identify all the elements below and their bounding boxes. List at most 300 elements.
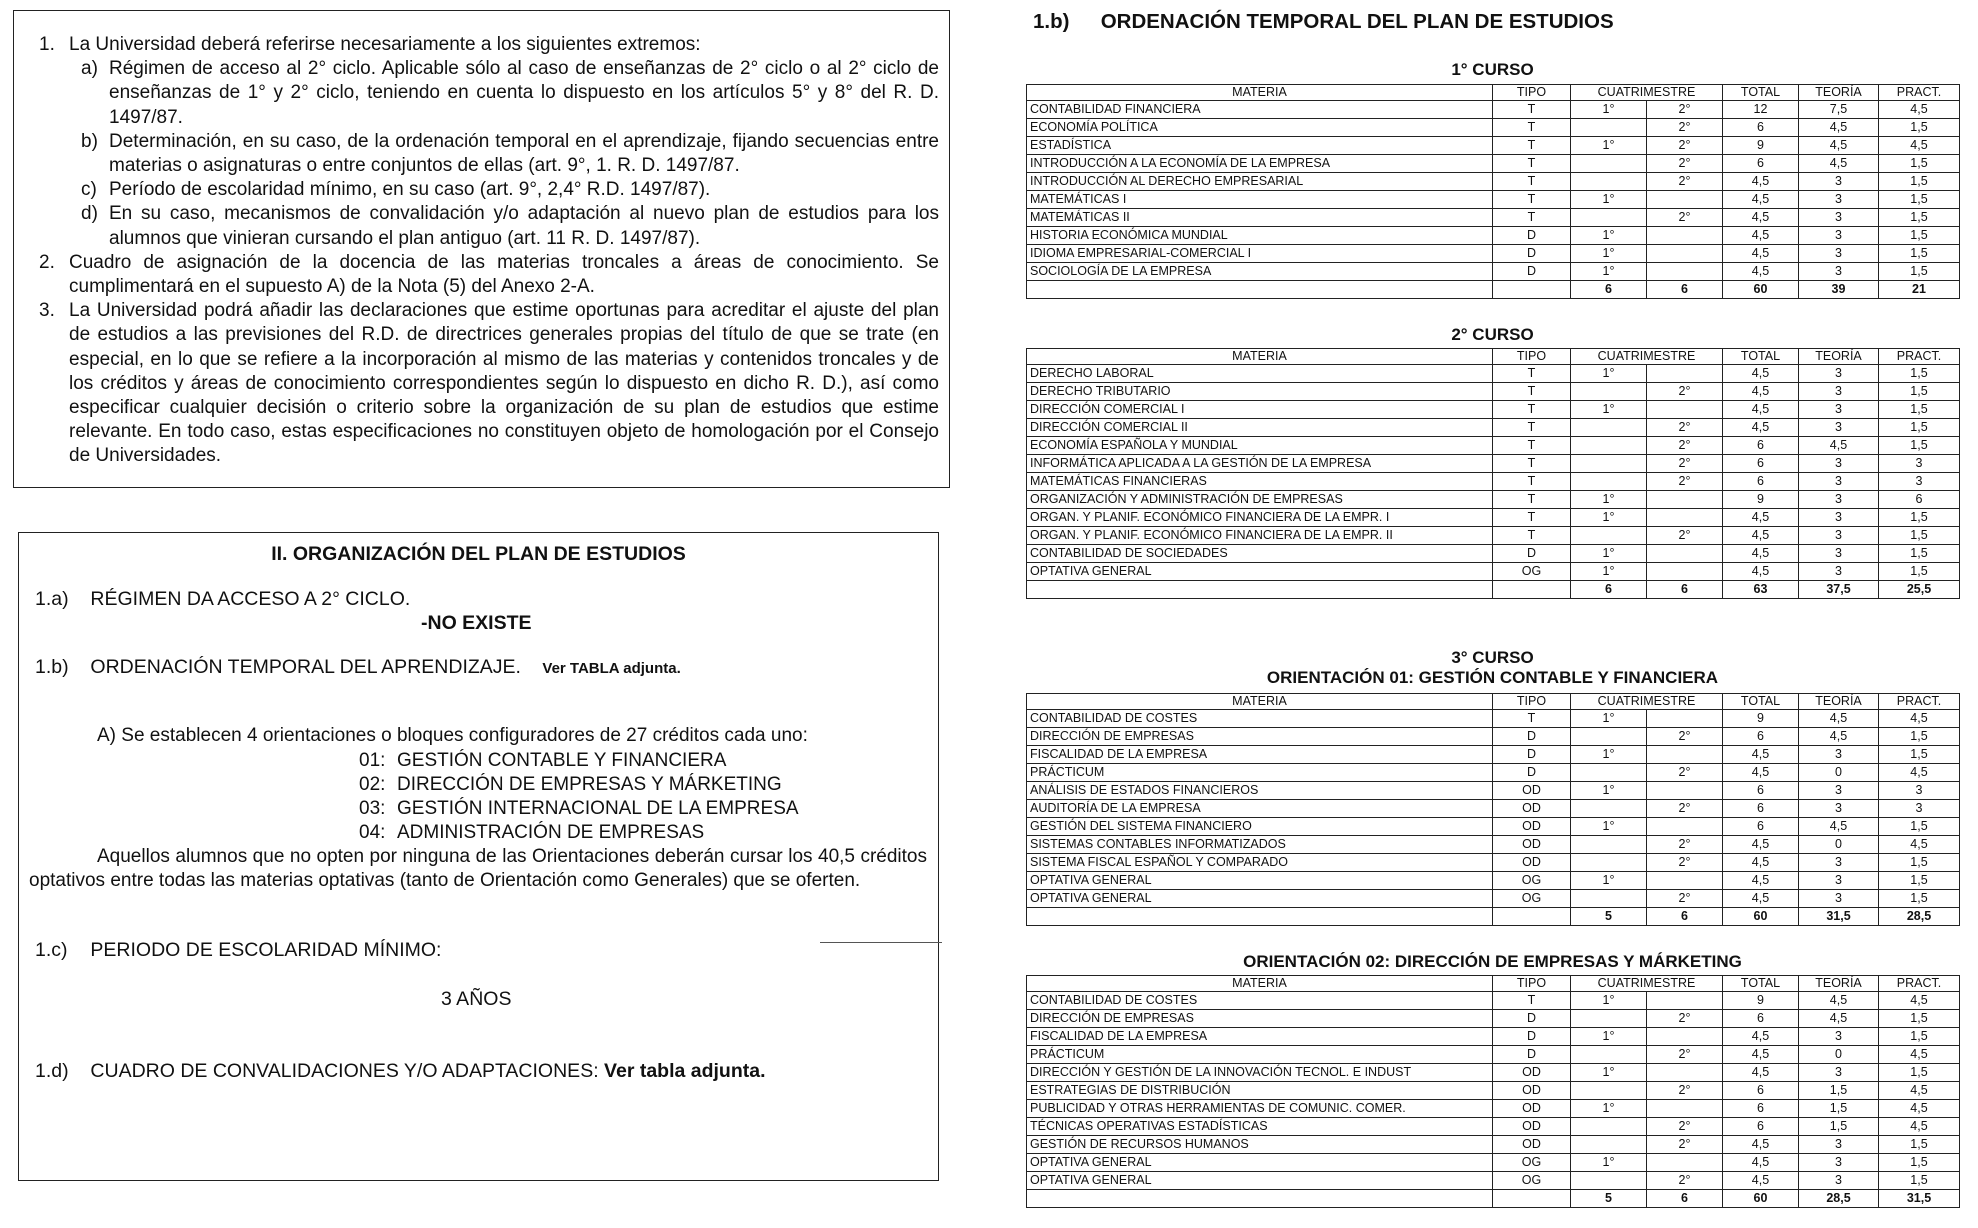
total-materia	[1027, 908, 1493, 926]
header-total: TOTAL	[1723, 85, 1799, 101]
cell-tipo: T	[1493, 119, 1571, 137]
cell-materia: ORGAN. Y PLANIF. ECONÓMICO FINANCIERA DE LA EMPR. I	[1027, 509, 1493, 527]
cell-cuatri-1	[1571, 527, 1647, 545]
cell-materia: OPTATIVA GENERAL	[1027, 1172, 1493, 1190]
cell-tipo: D	[1493, 1028, 1571, 1046]
cell-cuatri-1: 1°	[1571, 782, 1647, 800]
table-row	[1027, 509, 1960, 527]
cell-materia: ORGANIZACIÓN Y ADMINISTRACIÓN DE EMPRESAS	[1027, 491, 1493, 509]
table-row	[1027, 1118, 1960, 1136]
cell-tipo: OD	[1493, 818, 1571, 836]
total-cuatri-1: 6	[1571, 281, 1647, 299]
total-teoria: 39	[1799, 281, 1879, 299]
cell-pract: 1,5	[1879, 155, 1960, 173]
header-teoria: TEORÍA	[1799, 85, 1879, 101]
cell-cuatri-1: 1°	[1571, 1100, 1647, 1118]
requirements-box	[13, 10, 950, 488]
cell-teoria: 4,5	[1799, 992, 1879, 1010]
cell-cuatri-2: 2°	[1647, 1118, 1723, 1136]
cell-tipo: T	[1493, 509, 1571, 527]
table-row	[1027, 437, 1960, 455]
cell-pract: 4,5	[1879, 1118, 1960, 1136]
cell-cuatri-1	[1571, 1082, 1647, 1100]
requirements-list	[39, 33, 939, 469]
cell-materia: CONTABILIDAD DE COSTES	[1027, 992, 1493, 1010]
row-text: CUADRO DE CONVALIDACIONES Y/O ADAPTACIONES:	[90, 1060, 599, 1082]
cell-cuatri-1: 1°	[1571, 545, 1647, 563]
total-cuatri-2: 6	[1647, 281, 1723, 299]
header-tipo: TIPO	[1493, 85, 1571, 101]
cell-tipo: OG	[1493, 1172, 1571, 1190]
row-text: RÉGIMEN DA ACCESO A 2° CICLO.	[90, 588, 411, 610]
table-row	[1027, 1028, 1960, 1046]
total-materia	[1027, 281, 1493, 299]
header-cuatrimestre: CUATRIMESTRE	[1571, 85, 1723, 101]
cell-cuatri-1	[1571, 728, 1647, 746]
cell-materia: CONTABILIDAD FINANCIERA	[1027, 101, 1493, 119]
cell-cuatri-1	[1571, 155, 1647, 173]
cell-cuatri-2: 2°	[1647, 101, 1723, 119]
table-row	[1027, 545, 1960, 563]
cell-cuatri-1	[1571, 383, 1647, 401]
cell-cuatri-2	[1647, 1028, 1723, 1046]
table-row	[1027, 455, 1960, 473]
curso2-table	[1026, 348, 1960, 599]
cell-total: 4,5	[1723, 1028, 1799, 1046]
orientation-01-table	[1026, 693, 1960, 926]
cell-cuatri-2	[1647, 227, 1723, 245]
cell-cuatri-2	[1647, 563, 1723, 581]
no-existe-text: -NO EXISTE	[421, 612, 532, 634]
header-materia: MATERIA	[1027, 85, 1493, 101]
cell-cuatri-2	[1647, 491, 1723, 509]
total-tipo	[1493, 281, 1571, 299]
cell-materia: CONTABILIDAD DE COSTES	[1027, 710, 1493, 728]
cell-tipo: T	[1493, 155, 1571, 173]
cell-cuatri-2	[1647, 782, 1723, 800]
cell-teoria: 4,5	[1799, 818, 1879, 836]
cell-tipo: T	[1493, 401, 1571, 419]
header-tipo: TIPO	[1493, 694, 1571, 710]
total-tipo	[1493, 1190, 1571, 1208]
list-item: 04: ADMINISTRACIÓN DE EMPRESAS	[359, 822, 705, 843]
total-pract: 31,5	[1879, 1190, 1960, 1208]
item-text: La Universidad deberá referirse necesariamente a los siguientes extremos:	[69, 34, 701, 55]
total-cuatri-2: 6	[1647, 908, 1723, 926]
cell-tipo: D	[1493, 245, 1571, 263]
cell-cuatri-2: 2°	[1647, 1136, 1723, 1154]
total-cuatri-1: 5	[1571, 908, 1647, 926]
item-text: La Universidad podrá añadir las declaraciones que estime oportunas para acreditar el ajuste del plan de estudios a las previsiones del R.D. de directrices generales propias del título de que se trate (en especial, en lo que se refiere a la incorporación al mismo de las materias y contenidos troncales y de los créditos y áreas de conocimiento correspondientes según lo dispuesto en dicho R. D.), así como especificar cualquier decisión o criterio sobre la organización de su plan de estudios que estime relevante. En todo caso, estas especificaciones no constituyen objeto de homologación por el Consejo de Universidades.	[69, 300, 939, 467]
table-row	[1027, 1082, 1960, 1100]
table-row	[1027, 764, 1960, 782]
cell-total: 4,5	[1723, 764, 1799, 782]
cell-tipo: T	[1493, 992, 1571, 1010]
cell-materia: GESTIÓN DE RECURSOS HUMANOS	[1027, 1136, 1493, 1154]
cell-total: 6	[1723, 800, 1799, 818]
cell-pract: 1,5	[1879, 419, 1960, 437]
cell-total: 4,5	[1723, 419, 1799, 437]
cell-cuatri-2	[1647, 509, 1723, 527]
cell-cuatri-2	[1647, 1100, 1723, 1118]
cell-total: 4,5	[1723, 746, 1799, 764]
cell-teoria: 3	[1799, 491, 1879, 509]
sub-item-letter: a)	[81, 58, 98, 80]
item-text: Cuadro de asignación de la docencia de las materias troncales a áreas de conocimiento. Se cumplimentará en el supuesto A) de la Nota (5) del Anexo 2-A.	[69, 251, 939, 298]
cell-tipo: OD	[1493, 782, 1571, 800]
cell-cuatri-2: 2°	[1647, 890, 1723, 908]
cell-tipo: T	[1493, 209, 1571, 227]
cell-pract: 1,5	[1879, 401, 1960, 419]
total-pract: 25,5	[1879, 581, 1960, 599]
cell-cuatri-1: 1°	[1571, 365, 1647, 383]
cell-pract: 1,5	[1879, 437, 1960, 455]
row-label: 1.c)	[35, 939, 68, 961]
cell-cuatri-1	[1571, 437, 1647, 455]
cell-tipo: D	[1493, 1046, 1571, 1064]
cell-total: 9	[1723, 491, 1799, 509]
cell-cuatri-1	[1571, 1010, 1647, 1028]
cell-cuatri-2: 2°	[1647, 1082, 1723, 1100]
sub-item-text: Período de escolaridad mínimo, en su caso (art. 9°, 2,4° R.D. 1497/87).	[109, 179, 711, 201]
table-row	[1027, 1064, 1960, 1082]
total-pract: 21	[1879, 281, 1960, 299]
cell-materia: MATEMÁTICAS I	[1027, 191, 1493, 209]
header-materia: MATERIA	[1027, 349, 1493, 365]
cell-total: 4,5	[1723, 509, 1799, 527]
curso1-table	[1026, 84, 1960, 299]
cell-teoria: 3	[1799, 1064, 1879, 1082]
total-cuatri-1: 6	[1571, 581, 1647, 599]
table-row	[1027, 890, 1960, 908]
cell-materia: DIRECCIÓN DE EMPRESAS	[1027, 1010, 1493, 1028]
cell-pract: 1,5	[1879, 563, 1960, 581]
cell-pract: 1,5	[1879, 1064, 1960, 1082]
item-number: 3.	[39, 300, 55, 322]
cell-materia: FISCALIDAD DE LA EMPRESA	[1027, 1028, 1493, 1046]
cell-teoria: 3	[1799, 563, 1879, 581]
total-total: 60	[1723, 908, 1799, 926]
cell-total: 6	[1723, 728, 1799, 746]
cell-materia: OPTATIVA GENERAL	[1027, 872, 1493, 890]
total-tipo	[1493, 908, 1571, 926]
years-value: 3 AÑOS	[441, 988, 512, 1010]
header-teoria: TEORÍA	[1799, 694, 1879, 710]
cell-cuatri-2: 2°	[1647, 1010, 1723, 1028]
cell-teoria: 4,5	[1799, 710, 1879, 728]
cell-teoria: 3	[1799, 191, 1879, 209]
cell-materia: HISTORIA ECONÓMICA MUNDIAL	[1027, 227, 1493, 245]
cell-cuatri-1	[1571, 854, 1647, 872]
cell-teoria: 1,5	[1799, 1118, 1879, 1136]
cell-teoria: 3	[1799, 455, 1879, 473]
cell-pract: 4,5	[1879, 992, 1960, 1010]
cell-cuatri-1	[1571, 1046, 1647, 1064]
total-total: 63	[1723, 581, 1799, 599]
header-pract: PRACT.	[1879, 349, 1960, 365]
orientation-02-table	[1026, 975, 1960, 1208]
cell-tipo: OG	[1493, 563, 1571, 581]
cell-total: 4,5	[1723, 245, 1799, 263]
cell-cuatri-1: 1°	[1571, 1154, 1647, 1172]
cell-teoria: 3	[1799, 209, 1879, 227]
cell-tipo: D	[1493, 227, 1571, 245]
cell-pract: 3	[1879, 800, 1960, 818]
table-row	[1027, 818, 1960, 836]
cell-teoria: 3	[1799, 245, 1879, 263]
cell-teoria: 4,5	[1799, 137, 1879, 155]
cell-teoria: 4,5	[1799, 728, 1879, 746]
table-header	[1027, 976, 1960, 992]
cell-pract: 3	[1879, 782, 1960, 800]
header-teoria: TEORÍA	[1799, 349, 1879, 365]
cell-total: 6	[1723, 455, 1799, 473]
total-cuatri-2: 6	[1647, 1190, 1723, 1208]
cell-materia: DIRECCIÓN DE EMPRESAS	[1027, 728, 1493, 746]
header-cuatrimestre: CUATRIMESTRE	[1571, 349, 1723, 365]
cell-materia: GESTIÓN DEL SISTEMA FINANCIERO	[1027, 818, 1493, 836]
cell-cuatri-1	[1571, 1118, 1647, 1136]
cell-cuatri-2: 2°	[1647, 836, 1723, 854]
table-row	[1027, 1010, 1960, 1028]
heading-label: 1.b)	[1033, 10, 1070, 33]
total-materia	[1027, 581, 1493, 599]
cell-cuatri-1: 1°	[1571, 191, 1647, 209]
cell-total: 12	[1723, 101, 1799, 119]
header-pract: PRACT.	[1879, 976, 1960, 992]
totals-row	[1027, 581, 1960, 599]
cell-materia: ECONOMÍA POLÍTICA	[1027, 119, 1493, 137]
cell-cuatri-2: 2°	[1647, 1046, 1723, 1064]
cell-total: 4,5	[1723, 191, 1799, 209]
cell-pract: 1,5	[1879, 509, 1960, 527]
cell-tipo: T	[1493, 383, 1571, 401]
table-reference-note: Ver TABLA adjunta.	[542, 660, 681, 677]
totals-row	[1027, 281, 1960, 299]
cell-cuatri-1	[1571, 764, 1647, 782]
cell-cuatri-1: 1°	[1571, 818, 1647, 836]
table-header	[1027, 349, 1960, 365]
cell-cuatri-2: 2°	[1647, 209, 1723, 227]
table-row	[1027, 1172, 1960, 1190]
sub-item	[39, 178, 939, 202]
cell-total: 6	[1723, 818, 1799, 836]
table-row	[1027, 563, 1960, 581]
cell-pract: 1,5	[1879, 818, 1960, 836]
table-row	[1027, 155, 1960, 173]
cell-teoria: 3	[1799, 383, 1879, 401]
cell-pract: 1,5	[1879, 746, 1960, 764]
cell-cuatri-1: 1°	[1571, 746, 1647, 764]
list-item	[39, 33, 939, 57]
cell-materia: OPTATIVA GENERAL	[1027, 563, 1493, 581]
cell-pract: 1,5	[1879, 263, 1960, 281]
cell-pract: 1,5	[1879, 119, 1960, 137]
cell-pract: 3	[1879, 455, 1960, 473]
cell-pract: 1,5	[1879, 245, 1960, 263]
table-row	[1027, 263, 1960, 281]
cell-teoria: 3	[1799, 854, 1879, 872]
cell-materia: DIRECCIÓN Y GESTIÓN DE LA INNOVACIÓN TECNOL. E INDUST	[1027, 1064, 1493, 1082]
cell-total: 4,5	[1723, 527, 1799, 545]
list-item: 03: GESTIÓN INTERNACIONAL DE LA EMPRESA	[359, 798, 799, 819]
cell-tipo: T	[1493, 527, 1571, 545]
totals-row	[1027, 1190, 1960, 1208]
cell-cuatri-2: 2°	[1647, 419, 1723, 437]
cell-total: 4,5	[1723, 1154, 1799, 1172]
sub-item-letter: b)	[81, 130, 98, 152]
cell-tipo: T	[1493, 455, 1571, 473]
cell-materia: ESTADÍSTICA	[1027, 137, 1493, 155]
table-title-curso1: 1° CURSO	[1451, 60, 1534, 79]
cell-cuatri-1	[1571, 890, 1647, 908]
cell-tipo: D	[1493, 728, 1571, 746]
header-pract: PRACT.	[1879, 85, 1960, 101]
cell-pract: 1,5	[1879, 854, 1960, 872]
cell-materia: AUDITORÍA DE LA EMPRESA	[1027, 800, 1493, 818]
header-teoria: TEORÍA	[1799, 976, 1879, 992]
cell-cuatri-2: 2°	[1647, 437, 1723, 455]
cell-cuatri-2: 2°	[1647, 119, 1723, 137]
cell-tipo: D	[1493, 263, 1571, 281]
cell-cuatri-2: 2°	[1647, 473, 1723, 491]
cell-cuatri-1: 1°	[1571, 101, 1647, 119]
cell-tipo: T	[1493, 173, 1571, 191]
cell-cuatri-2	[1647, 818, 1723, 836]
cell-cuatri-2: 2°	[1647, 800, 1723, 818]
sub-item-text: En su caso, mecanismos de convalidación y/o adaptación al nuevo plan de estudios para los alumnos que vinieran cursando el plan antiguo (art. 11 R. D. 1497/87).	[109, 203, 939, 249]
cell-total: 6	[1723, 1118, 1799, 1136]
cell-cuatri-2	[1647, 365, 1723, 383]
table-row	[1027, 1100, 1960, 1118]
cell-cuatri-2: 2°	[1647, 854, 1723, 872]
cell-cuatri-1: 1°	[1571, 1064, 1647, 1082]
cell-total: 4,5	[1723, 173, 1799, 191]
table-title-orientation-02: ORIENTACIÓN 02: DIRECCIÓN DE EMPRESAS Y MÁRKETING	[1243, 952, 1742, 971]
cell-pract: 1,5	[1879, 191, 1960, 209]
cell-cuatri-1	[1571, 836, 1647, 854]
cell-total: 4,5	[1723, 383, 1799, 401]
cell-cuatri-2	[1647, 746, 1723, 764]
cell-tipo: T	[1493, 101, 1571, 119]
cell-teoria: 1,5	[1799, 1082, 1879, 1100]
cell-materia: PUBLICIDAD Y OTRAS HERRAMIENTAS DE COMUNIC. COMER.	[1027, 1100, 1493, 1118]
cell-cuatri-2: 2°	[1647, 728, 1723, 746]
cell-tipo: T	[1493, 419, 1571, 437]
table-title-orientation-01: ORIENTACIÓN 01: GESTIÓN CONTABLE Y FINANCIERA	[1266, 668, 1719, 687]
cell-pract: 4,5	[1879, 1100, 1960, 1118]
cell-pract: 4,5	[1879, 836, 1960, 854]
total-cuatri-1: 5	[1571, 1190, 1647, 1208]
cell-pract: 1,5	[1879, 545, 1960, 563]
orientations-list	[359, 749, 799, 845]
cell-teoria: 4,5	[1799, 155, 1879, 173]
cell-tipo: OG	[1493, 890, 1571, 908]
cell-total: 6	[1723, 1100, 1799, 1118]
cell-teoria: 3	[1799, 1136, 1879, 1154]
sub-item	[39, 202, 939, 250]
cell-pract: 1,5	[1879, 1136, 1960, 1154]
cell-pract: 1,5	[1879, 1010, 1960, 1028]
cell-cuatri-1: 1°	[1571, 137, 1647, 155]
cell-teoria: 4,5	[1799, 1010, 1879, 1028]
total-teoria: 31,5	[1799, 908, 1879, 926]
total-teoria: 37,5	[1799, 581, 1879, 599]
cell-pract: 1,5	[1879, 1154, 1960, 1172]
cell-materia: DIRECCIÓN COMERCIAL I	[1027, 401, 1493, 419]
cell-cuatri-2	[1647, 263, 1723, 281]
orientations-note: Aquellos alumnos que no opten por ninguna de las Orientaciones deberán cursar los 40,5 créditos optativos entre todas las materias optativas (tanto de Orientación como Generales) que se oferten.	[29, 846, 927, 891]
cell-tipo: OG	[1493, 1154, 1571, 1172]
table-row	[1027, 227, 1960, 245]
cell-cuatri-1: 1°	[1571, 992, 1647, 1010]
cell-total: 4,5	[1723, 1046, 1799, 1064]
cell-total: 4,5	[1723, 365, 1799, 383]
cell-materia: OPTATIVA GENERAL	[1027, 890, 1493, 908]
cell-cuatri-2: 2°	[1647, 1172, 1723, 1190]
table-row	[1027, 491, 1960, 509]
cell-materia: DERECHO TRIBUTARIO	[1027, 383, 1493, 401]
header-total: TOTAL	[1723, 976, 1799, 992]
total-cuatri-2: 6	[1647, 581, 1723, 599]
cell-teoria: 3	[1799, 365, 1879, 383]
cell-teoria: 3	[1799, 782, 1879, 800]
cell-teoria: 4,5	[1799, 119, 1879, 137]
cell-cuatri-2: 2°	[1647, 527, 1723, 545]
orientations-intro: A) Se establecen 4 orientaciones o bloques configuradores de 27 créditos cada uno:	[97, 725, 808, 746]
item-number: 2.	[39, 251, 55, 273]
cell-cuatri-1: 1°	[1571, 1028, 1647, 1046]
cell-total: 4,5	[1723, 890, 1799, 908]
cell-teoria: 3	[1799, 419, 1879, 437]
cell-cuatri-2	[1647, 1064, 1723, 1082]
cell-cuatri-2	[1647, 872, 1723, 890]
table-row	[1027, 872, 1960, 890]
cell-teoria: 3	[1799, 800, 1879, 818]
cell-pract: 1,5	[1879, 365, 1960, 383]
cell-total: 9	[1723, 710, 1799, 728]
row-label: 1.a)	[35, 588, 69, 610]
list-item	[39, 251, 939, 299]
cell-tipo: T	[1493, 437, 1571, 455]
cell-teoria: 3	[1799, 527, 1879, 545]
cell-total: 4,5	[1723, 1172, 1799, 1190]
cell-total: 6	[1723, 155, 1799, 173]
cell-total: 6	[1723, 473, 1799, 491]
cell-cuatri-2	[1647, 245, 1723, 263]
cell-materia: MATEMÁTICAS II	[1027, 209, 1493, 227]
cell-cuatri-1	[1571, 173, 1647, 191]
cell-cuatri-1: 1°	[1571, 563, 1647, 581]
table-row	[1027, 209, 1960, 227]
cell-cuatri-1	[1571, 419, 1647, 437]
totals-row	[1027, 908, 1960, 926]
cell-materia: PRÁCTICUM	[1027, 764, 1493, 782]
cell-materia: ANÁLISIS DE ESTADOS FINANCIEROS	[1027, 782, 1493, 800]
table-row	[1027, 836, 1960, 854]
cell-total: 9	[1723, 137, 1799, 155]
cell-teoria: 3	[1799, 401, 1879, 419]
cell-teoria: 3	[1799, 173, 1879, 191]
header-cuatrimestre: CUATRIMESTRE	[1571, 976, 1723, 992]
table-header	[1027, 85, 1960, 101]
table-row	[1027, 854, 1960, 872]
table-title-curso3: 3° CURSO	[1451, 648, 1534, 667]
cell-teoria: 3	[1799, 890, 1879, 908]
cell-total: 6	[1723, 119, 1799, 137]
cell-materia: FISCALIDAD DE LA EMPRESA	[1027, 746, 1493, 764]
total-total: 60	[1723, 1190, 1799, 1208]
